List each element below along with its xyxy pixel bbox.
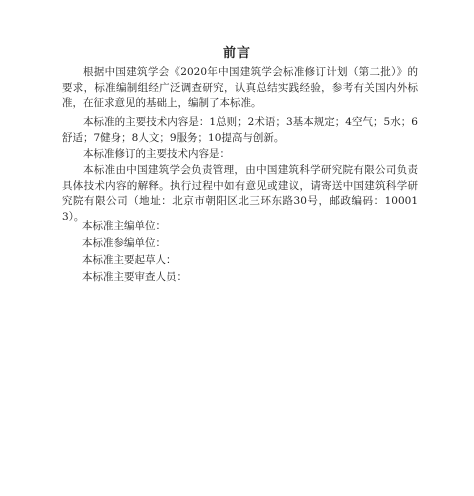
preface-paragraph-technical-content	[62, 115, 418, 146]
paragraph-text: 本标准由中国建筑学会负责管理，由中国建筑科学研究院有限公司负责具体技术内容的解释。执行过程中如有意见或建议，请寄送中国建筑科学研究院有限公司（地址：北京市朝阳区北三环东路30号，邮政编码：100013）。	[62, 164, 418, 223]
main-reviewers-label: 本标准主要审查人员：	[82, 271, 187, 283]
preface-paragraph-revision-content	[62, 147, 418, 163]
preface-paragraph-management	[62, 163, 418, 225]
roles-list	[82, 219, 187, 287]
page-title: 前言	[222, 46, 251, 61]
main-drafters-label: 本标准主要起草人：	[82, 254, 177, 266]
paragraph-text: 本标准的主要技术内容是：1总则；2术语；3基本规定；4空气；5水；6舒适；7健身；8人文；9服务；10提高与创新。	[62, 116, 418, 144]
chief-editor-unit-label: 本标准主编单位：	[82, 220, 166, 232]
preface-paragraph-plan	[62, 65, 418, 112]
paragraph-text: 根据中国建筑学会《2020年中国建筑学会标准修订计划（第二批）》的要求，标准编制组经广泛调查研究，认真总结实践经验，参考有关国内外标准，在征求意见的基础上，编制了本标准。	[62, 66, 418, 109]
participating-unit-label: 本标准参编单位：	[82, 237, 166, 249]
paragraph-text: 本标准修订的主要技术内容是：	[83, 148, 230, 160]
